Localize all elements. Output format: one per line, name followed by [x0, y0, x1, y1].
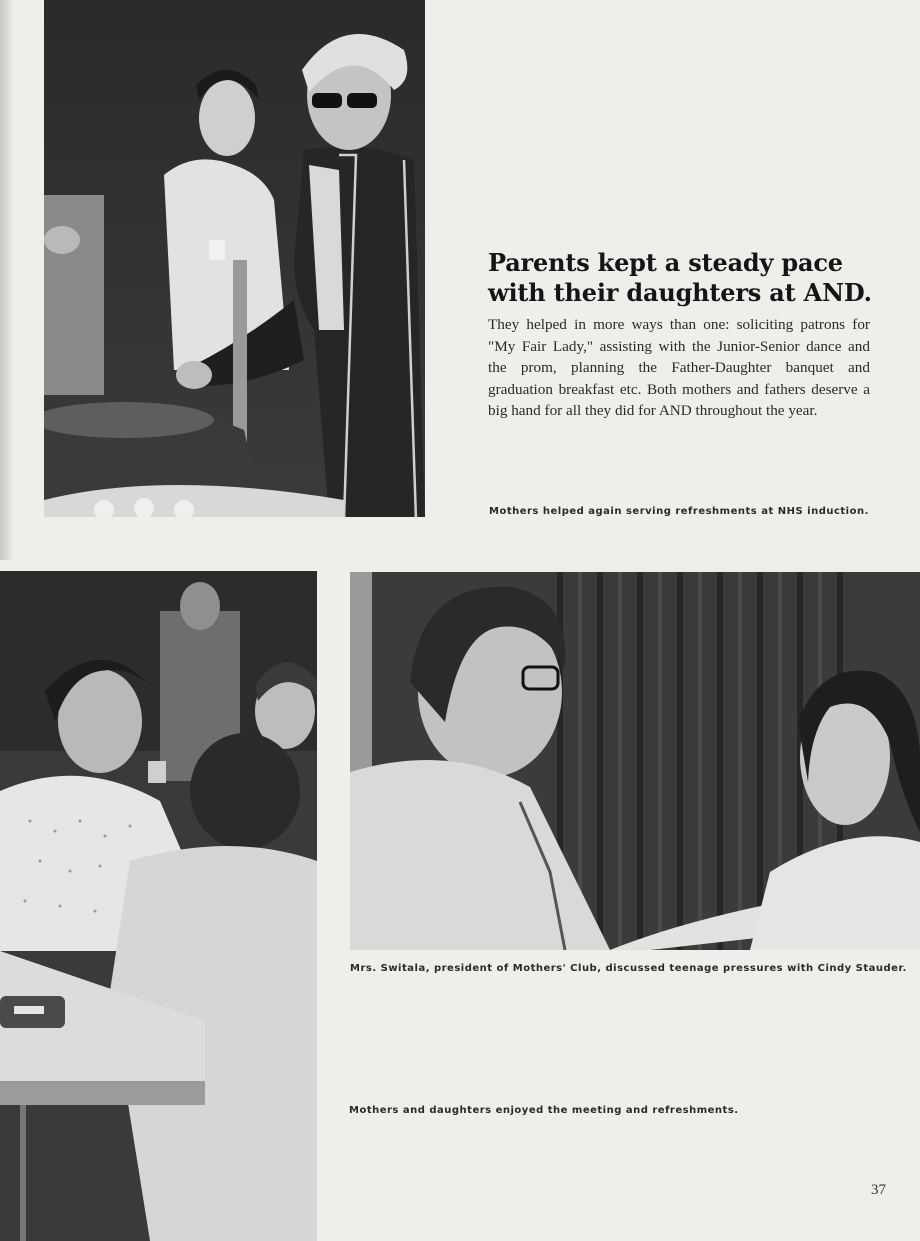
- caption-mothers-daughters: Mothers and daughters enjoyed the meeting and refreshments.: [349, 1105, 739, 1116]
- photo-mothers-serving-refreshments: [44, 0, 425, 517]
- caption-mrs-switala: Mrs. Switala, president of Mothers' Club, discussed teenage pressures with Cindy Stauder.: [350, 963, 907, 974]
- page-number: 37: [871, 1182, 886, 1198]
- photo-mrs-switala-cindy-stauder: [350, 572, 920, 950]
- article-body: They helped in more ways than one: soliciting patrons for "My Fair Lady," assisting with the Junior-Senior dance and the prom, planning the Father-Daughter banquet and graduation breakfast etc. Both mothers and fathers deserve a big hand for all they did for AND throughout the year.: [488, 316, 870, 420]
- article-headline: Parents kept a steady pace with their daughters at AND.: [488, 248, 872, 307]
- page-gutter-shadow: [0, 0, 14, 560]
- photo-mothers-daughters-meeting: [0, 571, 317, 1241]
- caption-top-photo: Mothers helped again serving refreshments at NHS induction.: [489, 506, 869, 517]
